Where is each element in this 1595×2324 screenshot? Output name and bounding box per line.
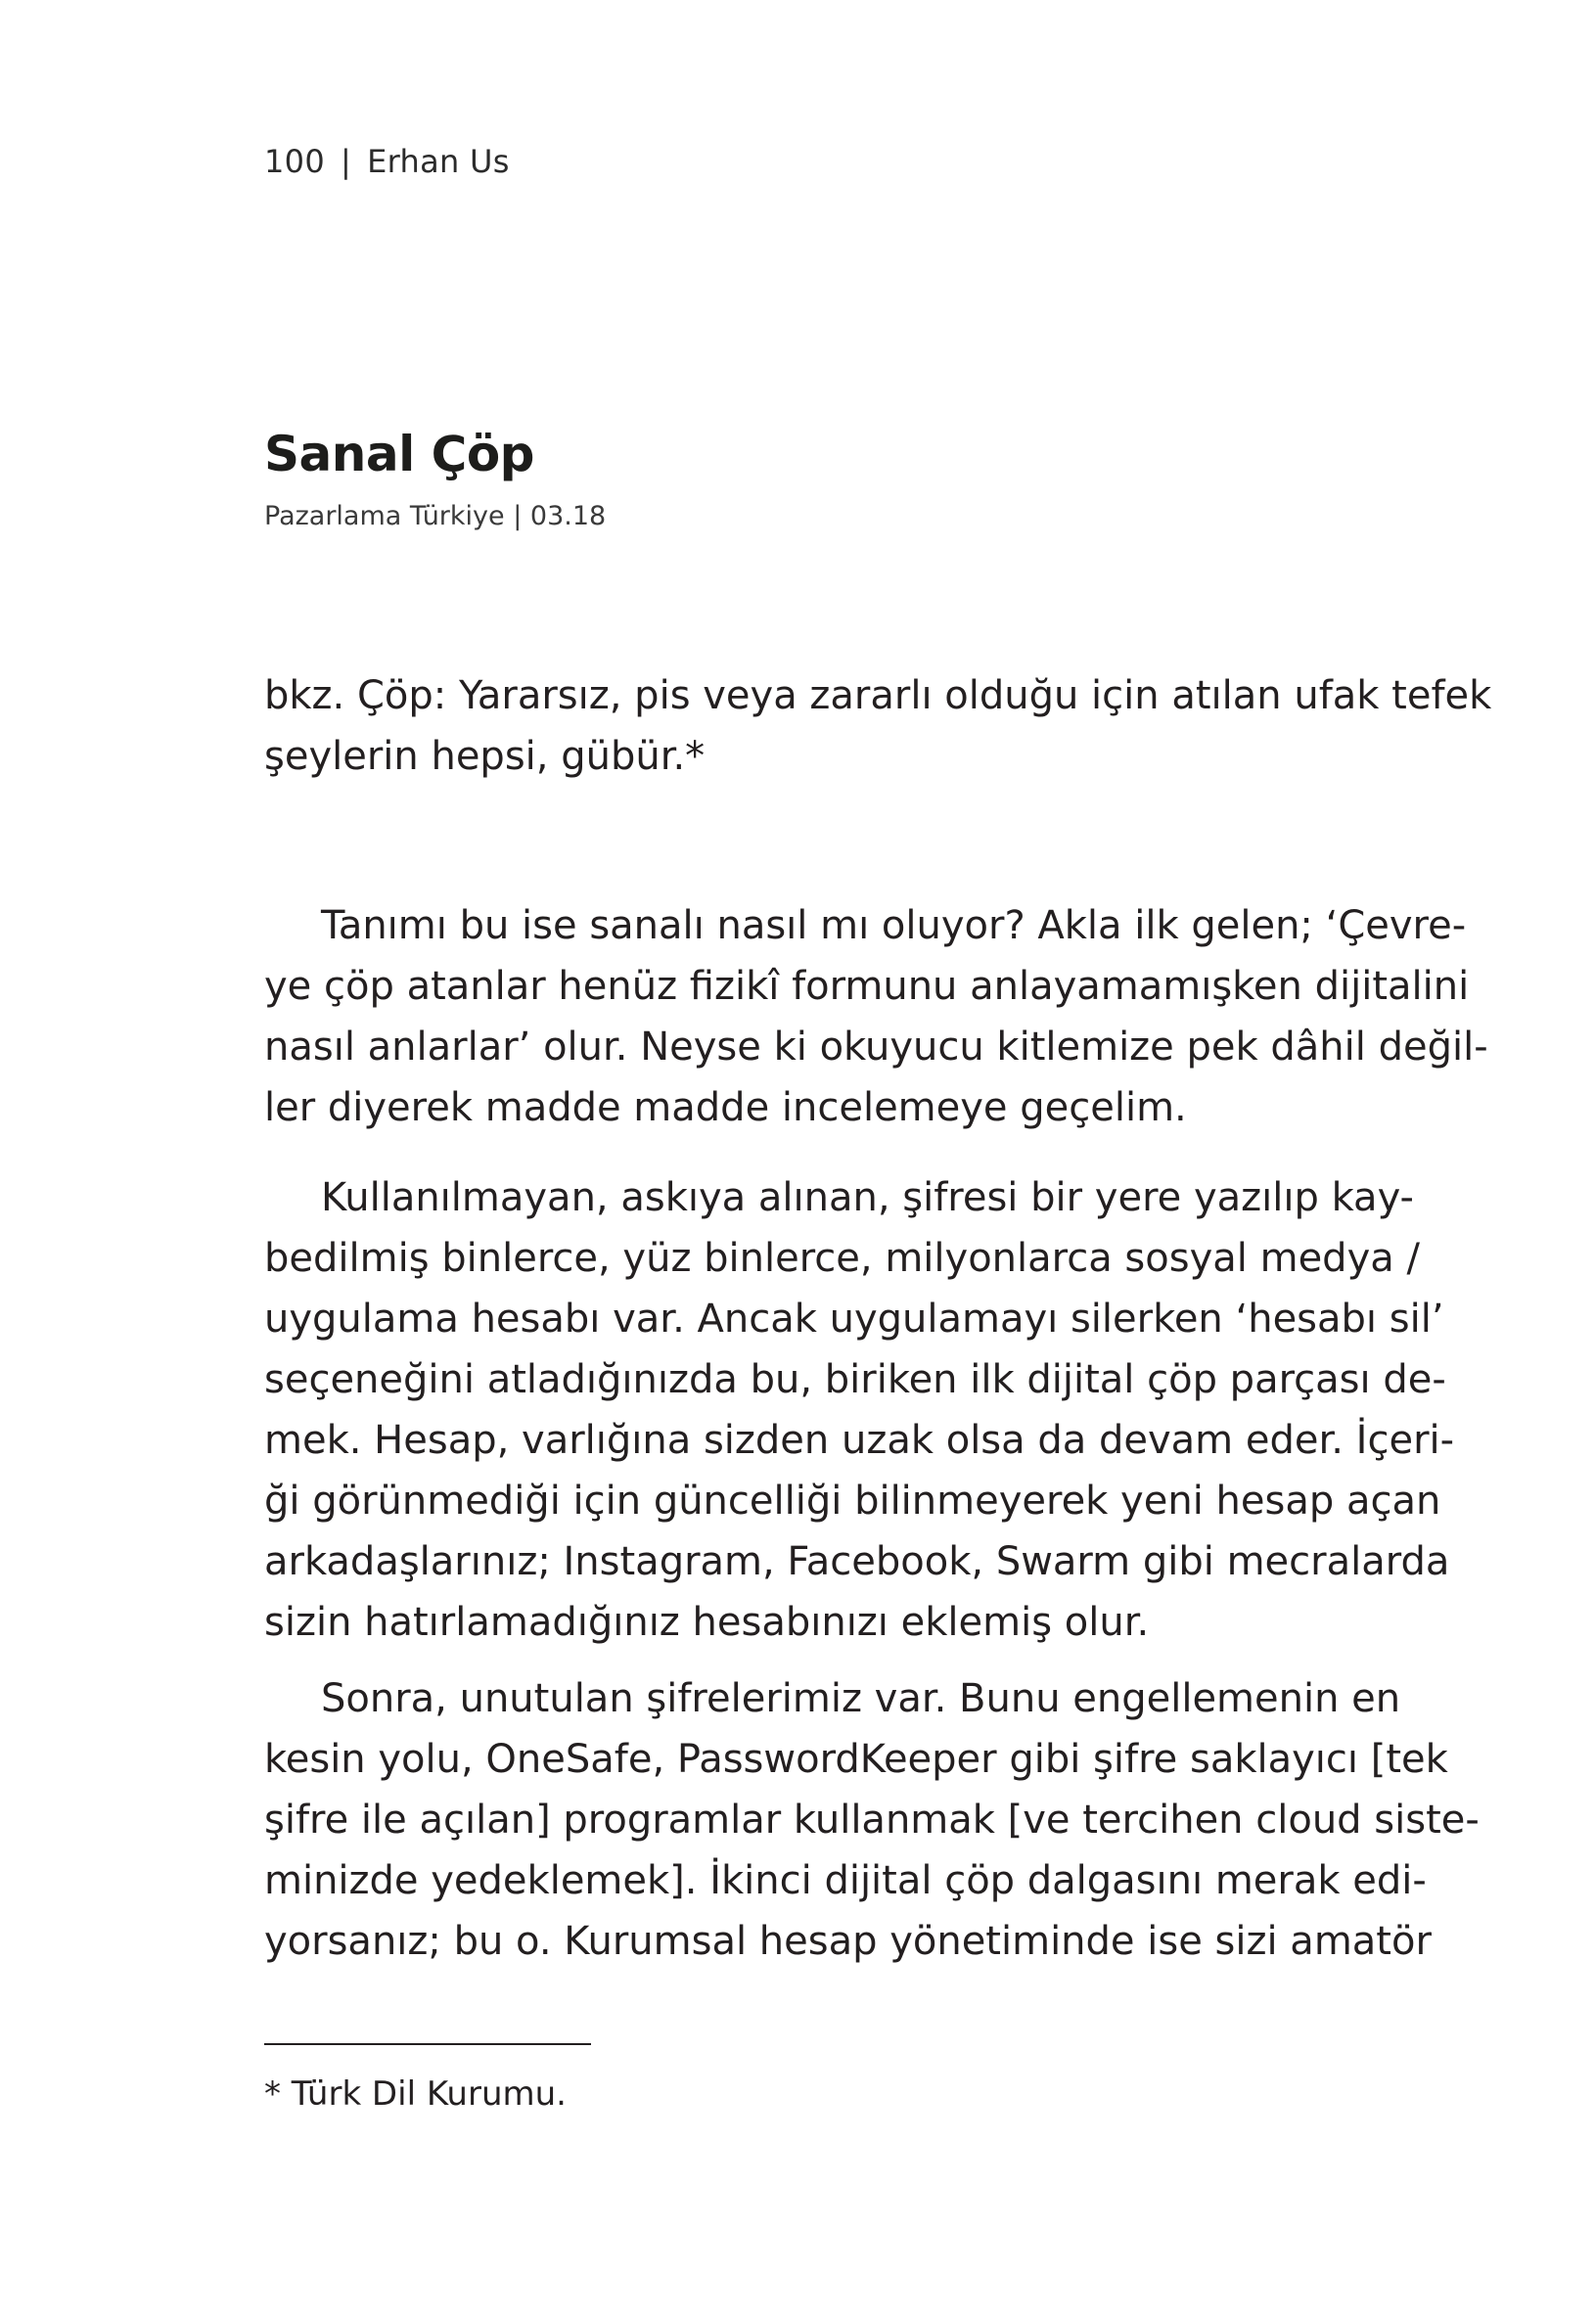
text-line: ği görünmediği için güncelliği bilinmeyerek yeni hesap açan [264, 1479, 1441, 1524]
text-line: şeylerin hepsi, gübür.* [264, 734, 706, 779]
footnote-divider [264, 2043, 591, 2045]
definition-paragraph [264, 665, 1492, 787]
text-line: Kullanılmayan, askıya alınan, şifresi bir yere yazılıp kay- [321, 1175, 1414, 1220]
article-source: Pazarlama Türkiye | 03.18 [264, 501, 607, 531]
text-line: seçeneğini atladığınızda bu, biriken ilk dijital çöp parçası de- [264, 1357, 1446, 1402]
text-line: Tanımı bu ise sanalı nasıl mı oluyor? Akla ilk gelen; ‘Çevre- [321, 903, 1467, 948]
text-line: uygulama hesabı var. Ancak uygulamayı silerken ‘hesabı sil’ [264, 1297, 1444, 1342]
article-title: Sanal Çöp [264, 426, 534, 482]
author-name: Erhan Us [367, 143, 510, 180]
header-separator: | [340, 143, 352, 180]
text-line: nasıl anlarlar’ olur. Neyse ki okuyucu kitlemize pek dâhil değil- [264, 1025, 1488, 1070]
text-line: arkadaşlarınız; Instagram, Facebook, Swarm gibi mecralarda [264, 1539, 1450, 1584]
text-line: bkz. Çöp: Yararsız, pis veya zararlı olduğu için atılan ufak tefek [264, 673, 1492, 718]
running-header [264, 143, 510, 180]
text-line: bedilmiş binlerce, yüz binlerce, milyonlarca sosyal medya / [264, 1236, 1420, 1281]
page-number: 100 [264, 143, 325, 180]
text-line: ler diyerek madde madde incelemeye geçelim. [264, 1085, 1187, 1130]
text-line: sizin hatırlamadığınız hesabınızı eklemiş olur. [264, 1600, 1150, 1645]
text-line: kesin yolu, OneSafe, PasswordKeeper gibi şifre saklayıcı [tek [264, 1737, 1448, 1782]
body-paragraph-2 [264, 1167, 1455, 1653]
text-line: minizde yedeklemek]. İkinci dijital çöp dalgasını merak edi- [264, 1858, 1427, 1903]
text-line: şifre ile açılan] programlar kullanmak [ve tercihen cloud siste- [264, 1798, 1480, 1843]
body-paragraph-3 [264, 1668, 1480, 1972]
text-line: yorsanız; bu o. Kurumsal hesap yönetiminde ise sizi amatör [264, 1919, 1432, 1964]
text-line: ye çöp atanlar henüz fizikî formunu anlayamamışken dijitalini [264, 964, 1470, 1009]
text-line: mek. Hesap, varlığına sizden uzak olsa da devam eder. İçeri- [264, 1418, 1455, 1463]
footnote: * Türk Dil Kurumu. [264, 2074, 567, 2114]
body-paragraph-1 [264, 895, 1488, 1138]
text-line: Sonra, unutulan şifrelerimiz var. Bunu engellemenin en [321, 1676, 1401, 1721]
